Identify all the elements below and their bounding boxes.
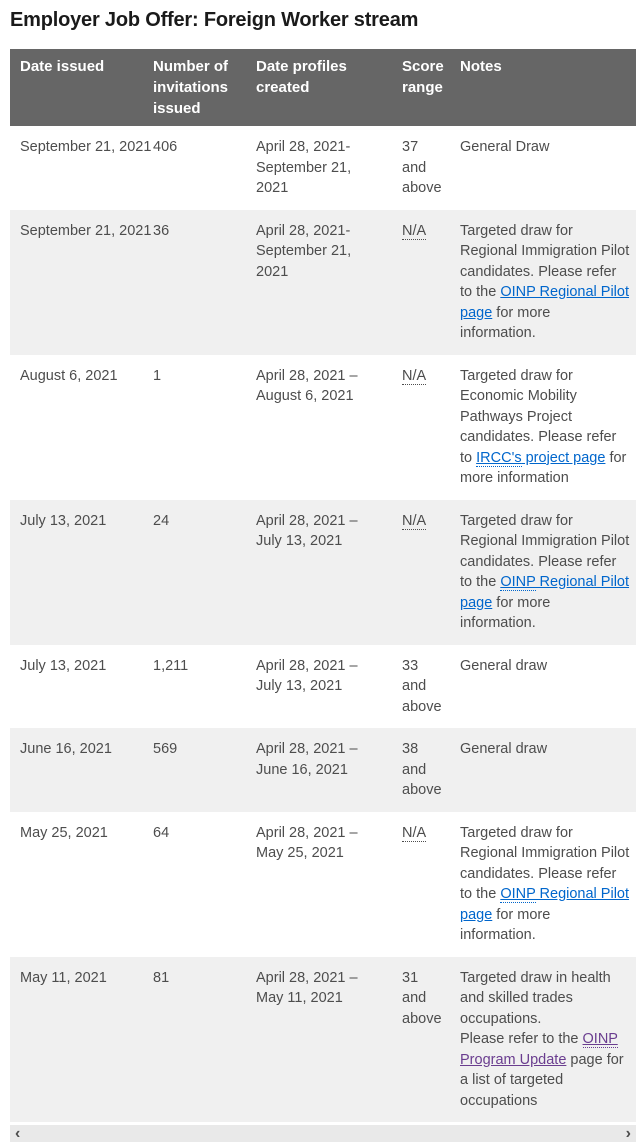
note-link[interactable]: OINP Regional Pilot page — [460, 284, 629, 321]
cell-date-issued: May 11, 2021 — [20, 969, 107, 986]
cell-date-profiles-created: April 28, 2021 – August 6, 2021 — [256, 367, 358, 404]
table-row — [10, 728, 636, 812]
abbreviation: OINP — [500, 886, 536, 902]
cell-score-range — [392, 812, 450, 957]
cell-score-range — [392, 355, 450, 500]
horizontal-scrollbar[interactable] — [10, 1125, 636, 1142]
cell-date-profiles-created: April 28, 2021-September 21, 2021 — [256, 139, 352, 196]
draws-table — [10, 49, 636, 1122]
cell-date-issued: September 21, 2021 — [20, 222, 152, 239]
column-header-1: Date issued — [10, 49, 143, 126]
cell-notes: Targeted draw for Regional Immigration Pilot candidates. Please refer to the OINP Regional Pilot page for more information. — [460, 512, 630, 631]
table-row — [10, 126, 636, 210]
table-row — [10, 355, 636, 500]
table-body — [10, 126, 636, 1122]
cell-date-profiles-created: April 28, 2021 – May 25, 2021 — [256, 824, 358, 861]
cell-date-issued: September 21, 2021 — [20, 139, 152, 155]
abbreviation: OINP — [582, 1031, 618, 1047]
cell-date-issued: May 25, 2021 — [20, 824, 108, 841]
cell-score-range: 31 and above — [402, 969, 442, 1027]
cell-invitations-issued: 1 — [153, 367, 162, 384]
page-title: Employer Job Offer: Foreign Worker stream — [10, 9, 419, 31]
table-header-row — [10, 49, 636, 126]
cell-score-range — [392, 210, 450, 355]
cell-notes: Targeted draw in health and skilled trades occupations. Please refer to the OINP Program Update page for a list of targeted occupations — [460, 969, 624, 1109]
cell-invitations-issued: 64 — [153, 824, 170, 841]
cell-invitations-issued: 81 — [153, 969, 170, 986]
abbreviation: IRCC's — [476, 449, 522, 466]
cell-notes: Targeted draw for Regional Immigration Pilot candidates. Please refer to the OINP Regional Pilot page for more information. — [460, 824, 630, 943]
cell-notes: General Draw — [460, 139, 550, 155]
table-row — [10, 500, 636, 645]
table-row — [10, 957, 636, 1123]
cell-date-issued: July 13, 2021 — [20, 512, 107, 529]
column-header-4: Score range — [392, 49, 450, 126]
cell-score-range: 38 and above — [402, 741, 442, 798]
note-link[interactable]: OINP Regional Pilot page — [460, 886, 630, 923]
cell-date-issued: July 13, 2021 — [20, 657, 107, 674]
column-header-2: Number of invitations issued — [143, 49, 246, 126]
note-link[interactable]: OINP Program Update — [460, 1031, 618, 1068]
table-scroll-container — [10, 49, 636, 1122]
cell-date-profiles-created: April 28, 2021-September 21, 2021 — [256, 222, 352, 280]
na-abbreviation: N/A — [402, 367, 427, 384]
cell-invitations-issued: 24 — [153, 512, 170, 529]
cell-date-issued: August 6, 2021 — [20, 367, 118, 384]
scroll-right-icon[interactable]: › — [625, 1125, 631, 1142]
na-abbreviation: N/A — [402, 512, 427, 529]
cell-invitations-issued: 36 — [153, 222, 170, 239]
cell-date-profiles-created: April 28, 2021 – May 11, 2021 — [256, 969, 358, 1006]
cell-notes: Targeted draw for Regional Immigration Pilot candidates. Please refer to the OINP Regional Pilot page for more information. — [460, 222, 630, 341]
scroll-left-icon[interactable]: ‹ — [15, 1125, 21, 1142]
cell-invitations-issued: 1,211 — [153, 657, 189, 674]
table-header — [10, 49, 636, 126]
column-header-3: Date profiles created — [246, 49, 392, 126]
cell-notes: General draw — [460, 741, 548, 757]
cell-notes: General draw — [460, 657, 548, 674]
abbreviation: OINP — [500, 574, 536, 590]
cell-invitations-issued: 406 — [153, 139, 178, 155]
cell-notes: Targeted draw for Economic Mobility Pathways Project candidates. Please refer to IRCC's project page for more information — [460, 367, 627, 486]
cell-score-range — [392, 500, 450, 645]
table-row — [10, 812, 636, 957]
table-row — [10, 645, 636, 729]
cell-date-profiles-created: April 28, 2021 – June 16, 2021 — [256, 741, 358, 778]
cell-invitations-issued: 569 — [153, 741, 178, 757]
cell-date-profiles-created: April 28, 2021 – July 13, 2021 — [256, 657, 358, 694]
na-abbreviation: N/A — [402, 824, 427, 841]
note-link[interactable]: IRCC's project page — [476, 449, 606, 466]
column-header-5: Notes — [450, 49, 636, 126]
cell-score-range: 33 and above — [402, 657, 442, 715]
cell-score-range: 37 and above — [402, 139, 442, 196]
na-abbreviation: N/A — [402, 222, 427, 239]
cell-date-issued: June 16, 2021 — [20, 741, 112, 757]
cell-date-profiles-created: April 28, 2021 – July 13, 2021 — [256, 512, 358, 549]
table-row — [10, 210, 636, 355]
note-link[interactable]: OINP Regional Pilot page — [460, 574, 630, 611]
